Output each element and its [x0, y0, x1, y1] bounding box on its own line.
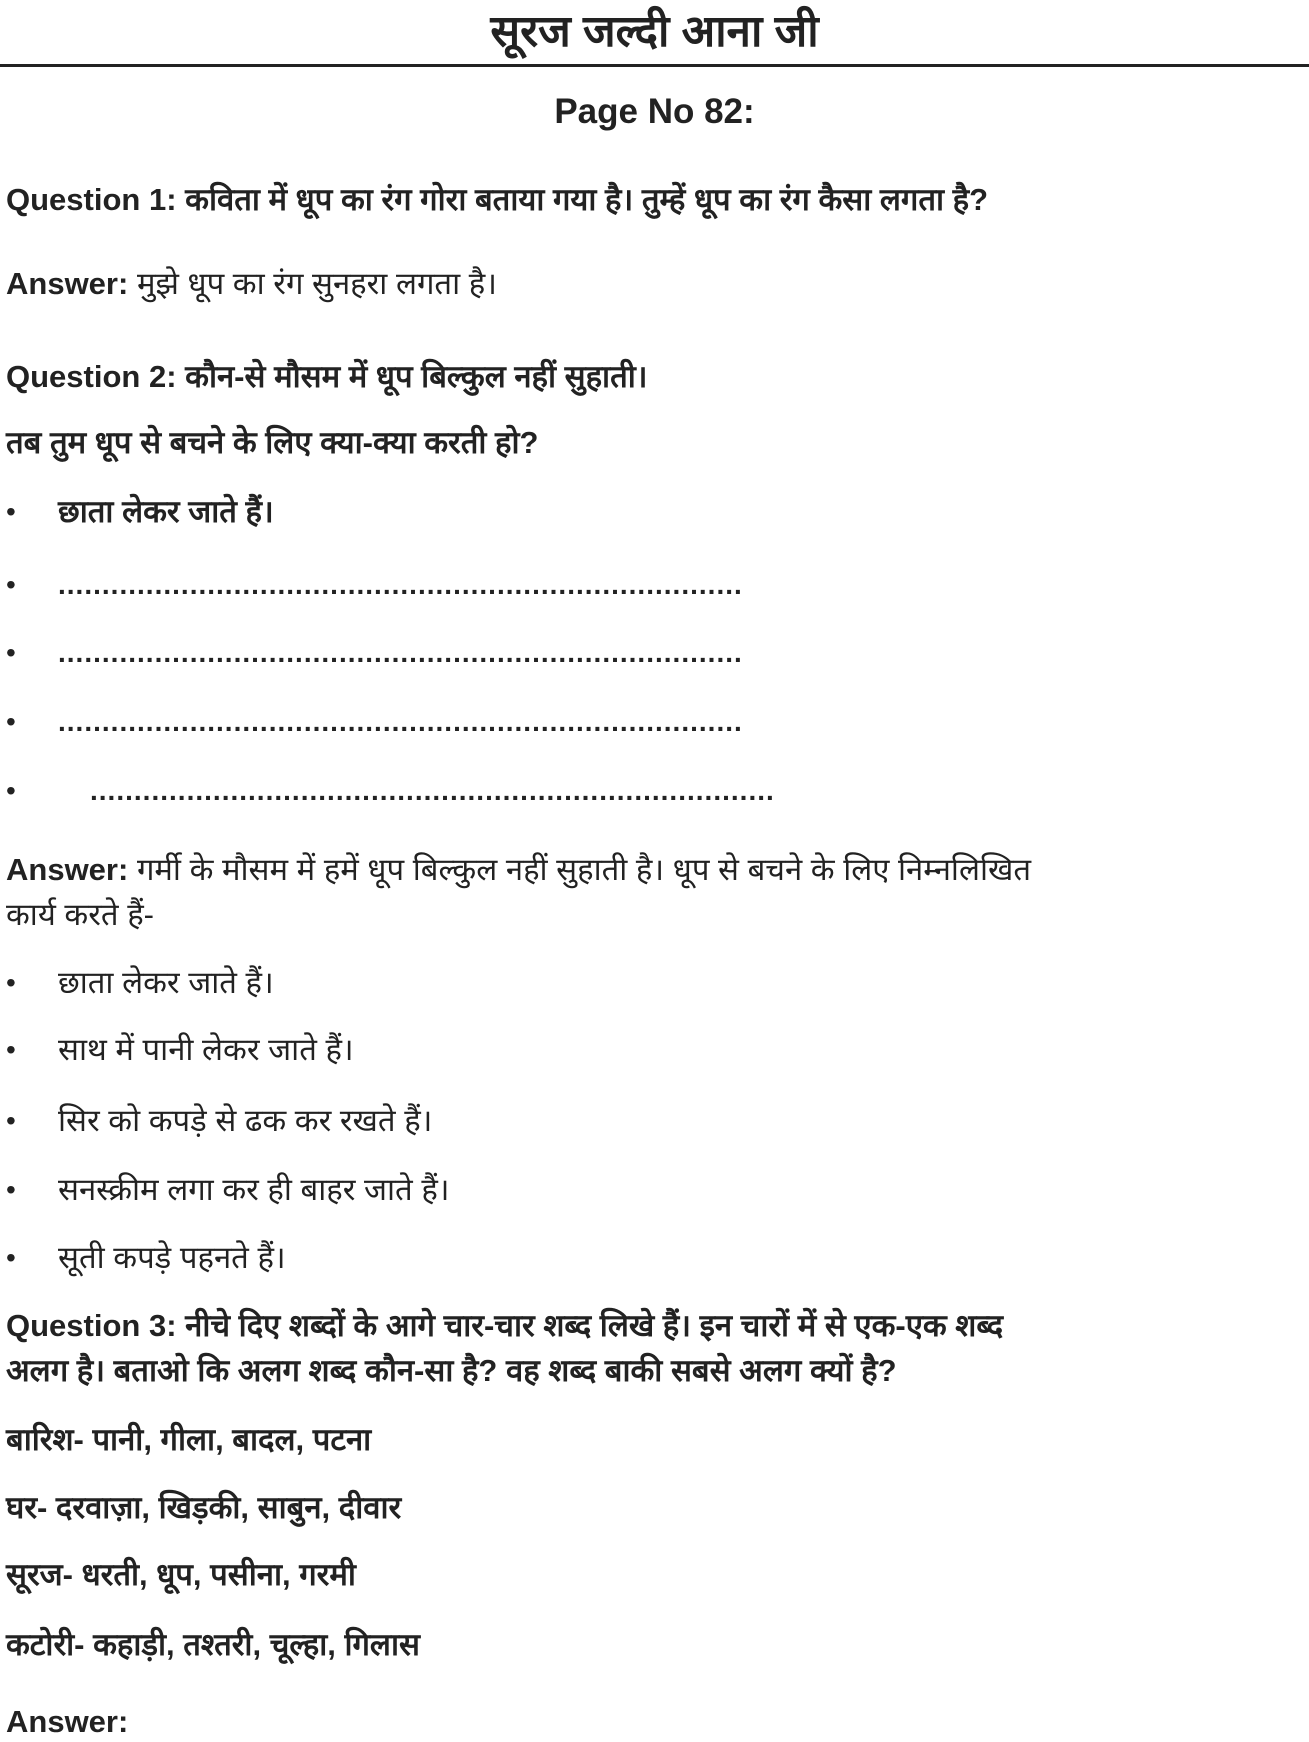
bullet-icon: •: [6, 1242, 16, 1273]
question-2: [6, 357, 648, 397]
bullet-icon: •: [6, 775, 16, 806]
list-item: साथ में पानी लेकर जाते हैं।: [58, 1032, 354, 1067]
question-text: कौन-से मौसम में धूप बिल्कुल नहीं सुहाती।: [185, 359, 648, 394]
bullet-icon: •: [6, 1174, 16, 1205]
bullet-icon: •: [6, 967, 16, 998]
answer-1: [6, 264, 497, 304]
list-item: सनस्क्रीम लगा कर ही बाहर जाते हैं।: [58, 1172, 450, 1207]
answer-3-label: Answer:: [6, 1704, 129, 1739]
blank-line: ..............................................................................: [58, 706, 743, 737]
title-divider: [0, 64, 1309, 67]
question-label: Question 2:: [6, 359, 177, 394]
word-group: कटोरी- कहाड़ी, तश्तरी, चूल्हा, गिलास: [6, 1627, 420, 1662]
question-3-line-2: अलग है। बताओ कि अलग शब्द कौन-सा है? वह शब्द बाकी सबसे अलग क्यों है?: [6, 1353, 897, 1388]
word-group: घर- दरवाज़ा, खिड़की, साबुन, दीवार: [6, 1490, 402, 1525]
answer-text: गर्मी के मौसम में हमें धूप बिल्कुल नहीं सुहाती है। धूप से बचने के लिए निम्नलिखित: [136, 852, 1032, 887]
question-1: [6, 180, 988, 220]
word-group: बारिश- पानी, गीला, बादल, पटना: [6, 1422, 372, 1457]
question-2-line-2: तब तुम धूप से बचने के लिए क्या-क्या करती हो?: [6, 425, 539, 460]
document-title: सूरज जल्दी आना जी: [490, 7, 819, 56]
question-label: Question 1:: [6, 182, 177, 217]
answer-2-line-2: कार्य करते हैं-: [6, 897, 154, 932]
blank-line: ..............................................................................: [58, 637, 743, 668]
bullet-icon: •: [6, 637, 16, 668]
bullet-icon: •: [6, 1105, 16, 1136]
answer-text: मुझे धूप का रंग सुनहरा लगता है।: [136, 266, 497, 301]
page-number-heading: Page No 82:: [554, 92, 755, 131]
word-group: सूरज- धरती, धूप, पसीना, गरमी: [6, 1557, 356, 1592]
answer-2: [6, 850, 1031, 890]
answer-label: Answer:: [6, 266, 129, 301]
answer-label: Answer:: [6, 852, 129, 887]
list-item: छाता लेकर जाते हैं।: [58, 965, 274, 1000]
blank-line: ..............................................................................: [90, 775, 775, 806]
bullet-icon: •: [6, 706, 16, 737]
question-label: Question 3:: [6, 1308, 177, 1343]
list-item: सिर को कपड़े से ढक कर रखते हैं।: [58, 1103, 433, 1138]
list-item: छाता लेकर जाते हैं।: [58, 494, 274, 529]
question-text: कविता में धूप का रंग गोरा बताया गया है। तुम्हें धूप का रंग कैसा लगता है?: [185, 182, 989, 217]
question-text: नीचे दिए शब्दों के आगे चार-चार शब्द लिखे हैं। इन चारों में से एक-एक शब्द: [185, 1308, 1004, 1343]
bullet-icon: •: [6, 496, 16, 527]
question-3: [6, 1306, 1003, 1346]
list-item: सूती कपड़े पहनते हैं।: [58, 1240, 286, 1275]
bullet-icon: •: [6, 1034, 16, 1065]
bullet-icon: •: [6, 569, 16, 600]
blank-line: ..............................................................................: [58, 569, 743, 600]
